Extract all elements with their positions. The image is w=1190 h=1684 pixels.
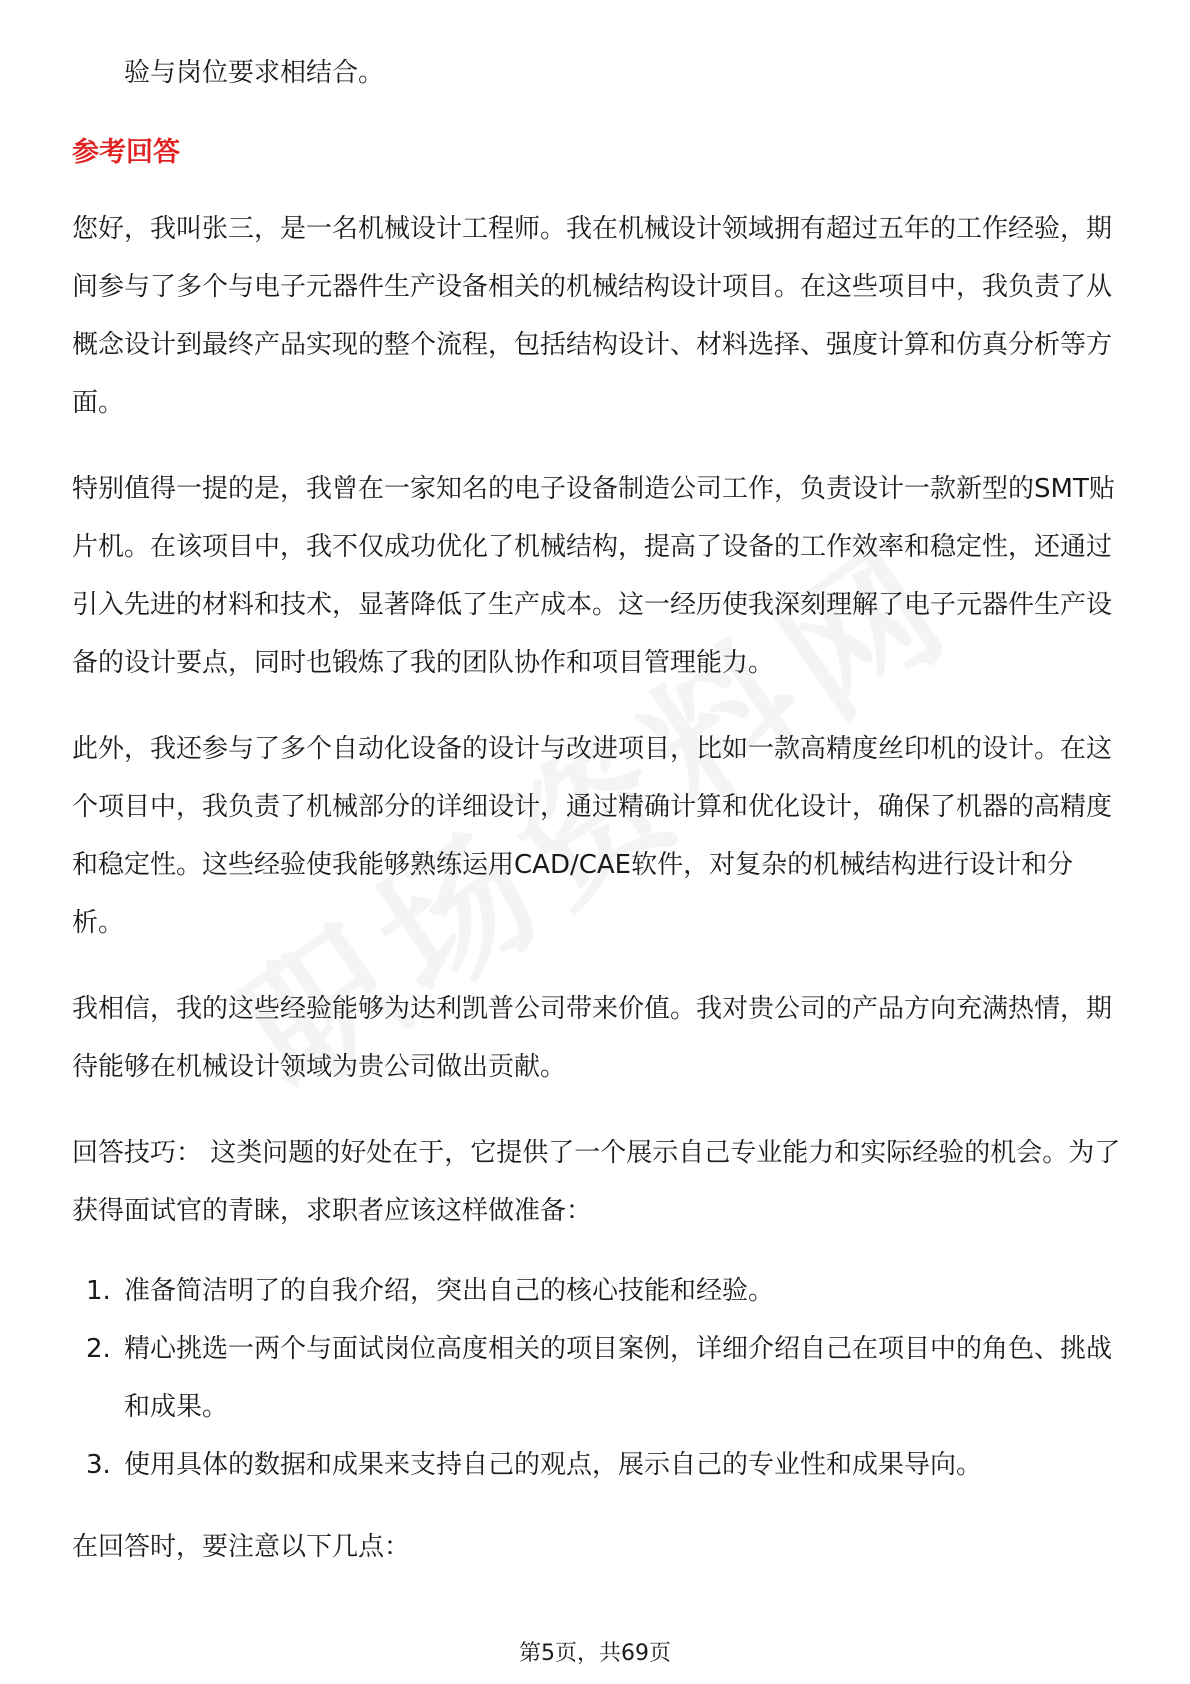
list-item-number: 3. <box>86 1450 111 1480</box>
list-item <box>72 1320 1122 1436</box>
list-item-text: 准备简洁明了的自我介绍，突出自己的核心技能和经验。 <box>124 1276 775 1306</box>
answer-paragraph-2: 特别值得一提的是，我曾在一家知名的电子设备制造公司工作，负责设计一款新型的SMT贴片机。在该项目中，我不仅成功优化了机械结构，提高了设备的工作效率和稳定性，还通过引入先进的材料和技术，显著降低了生产成本。这一经历使我深刻理解了电子元器件生产设备的设计要点，同时也锻炼了我的团队协作和项目管理能力。 <box>72 474 1115 678</box>
tips-paragraph: 回答技巧： 这类问题的好处在于，它提供了一个展示自己专业能力和实际经验的机会。为了获得面试官的青睐，求职者应该这样做准备： <box>72 1138 1121 1226</box>
list-item-number: 1. <box>86 1276 111 1306</box>
lead-text: 验与岗位要求相结合。 <box>124 58 385 88</box>
list-item <box>72 1436 1122 1494</box>
page-footer: 第5页，共69页 <box>519 1641 671 1666</box>
answer-paragraph-3: 此外，我还参与了多个自动化设备的设计与改进项目，比如一款高精度丝印机的设计。在这个项目中，我负责了机械部分的详细设计，通过精确计算和优化设计，确保了机器的高精度和稳定性。这些经验使我能够熟练运用CAD/CAE软件，对复杂的机械结构进行设计和分析。 <box>72 734 1113 938</box>
list-item-text: 精心挑选一两个与面试岗位高度相关的项目案例，详细介绍自己在项目中的角色、挑战和成果。 <box>124 1334 1113 1422</box>
list-item-text: 使用具体的数据和成果来支持自己的观点，展示自己的专业性和成果导向。 <box>124 1450 983 1480</box>
answer-paragraph-4: 我相信，我的这些经验能够为达利凯普公司带来价值。我对贵公司的产品方向充满热情，期待能够在机械设计领域为贵公司做出贡献。 <box>72 994 1113 1082</box>
closing-text: 在回答时，要注意以下几点： <box>72 1532 411 1562</box>
tips-list <box>72 1262 1122 1494</box>
answer-paragraph-1: 您好，我叫张三，是一名机械设计工程师。我在机械设计领域拥有超过五年的工作经验，期间参与了多个与电子元器件生产设备相关的机械结构设计项目。在这些项目中，我负责了从概念设计到最终产品实现的整个流程，包括结构设计、材料选择、强度计算和仿真分析等方面。 <box>72 214 1113 418</box>
list-item-number: 2. <box>86 1334 111 1364</box>
list-item <box>72 1262 1122 1320</box>
page-content <box>72 44 1122 1604</box>
section-heading: 参考回答 <box>72 137 180 168</box>
